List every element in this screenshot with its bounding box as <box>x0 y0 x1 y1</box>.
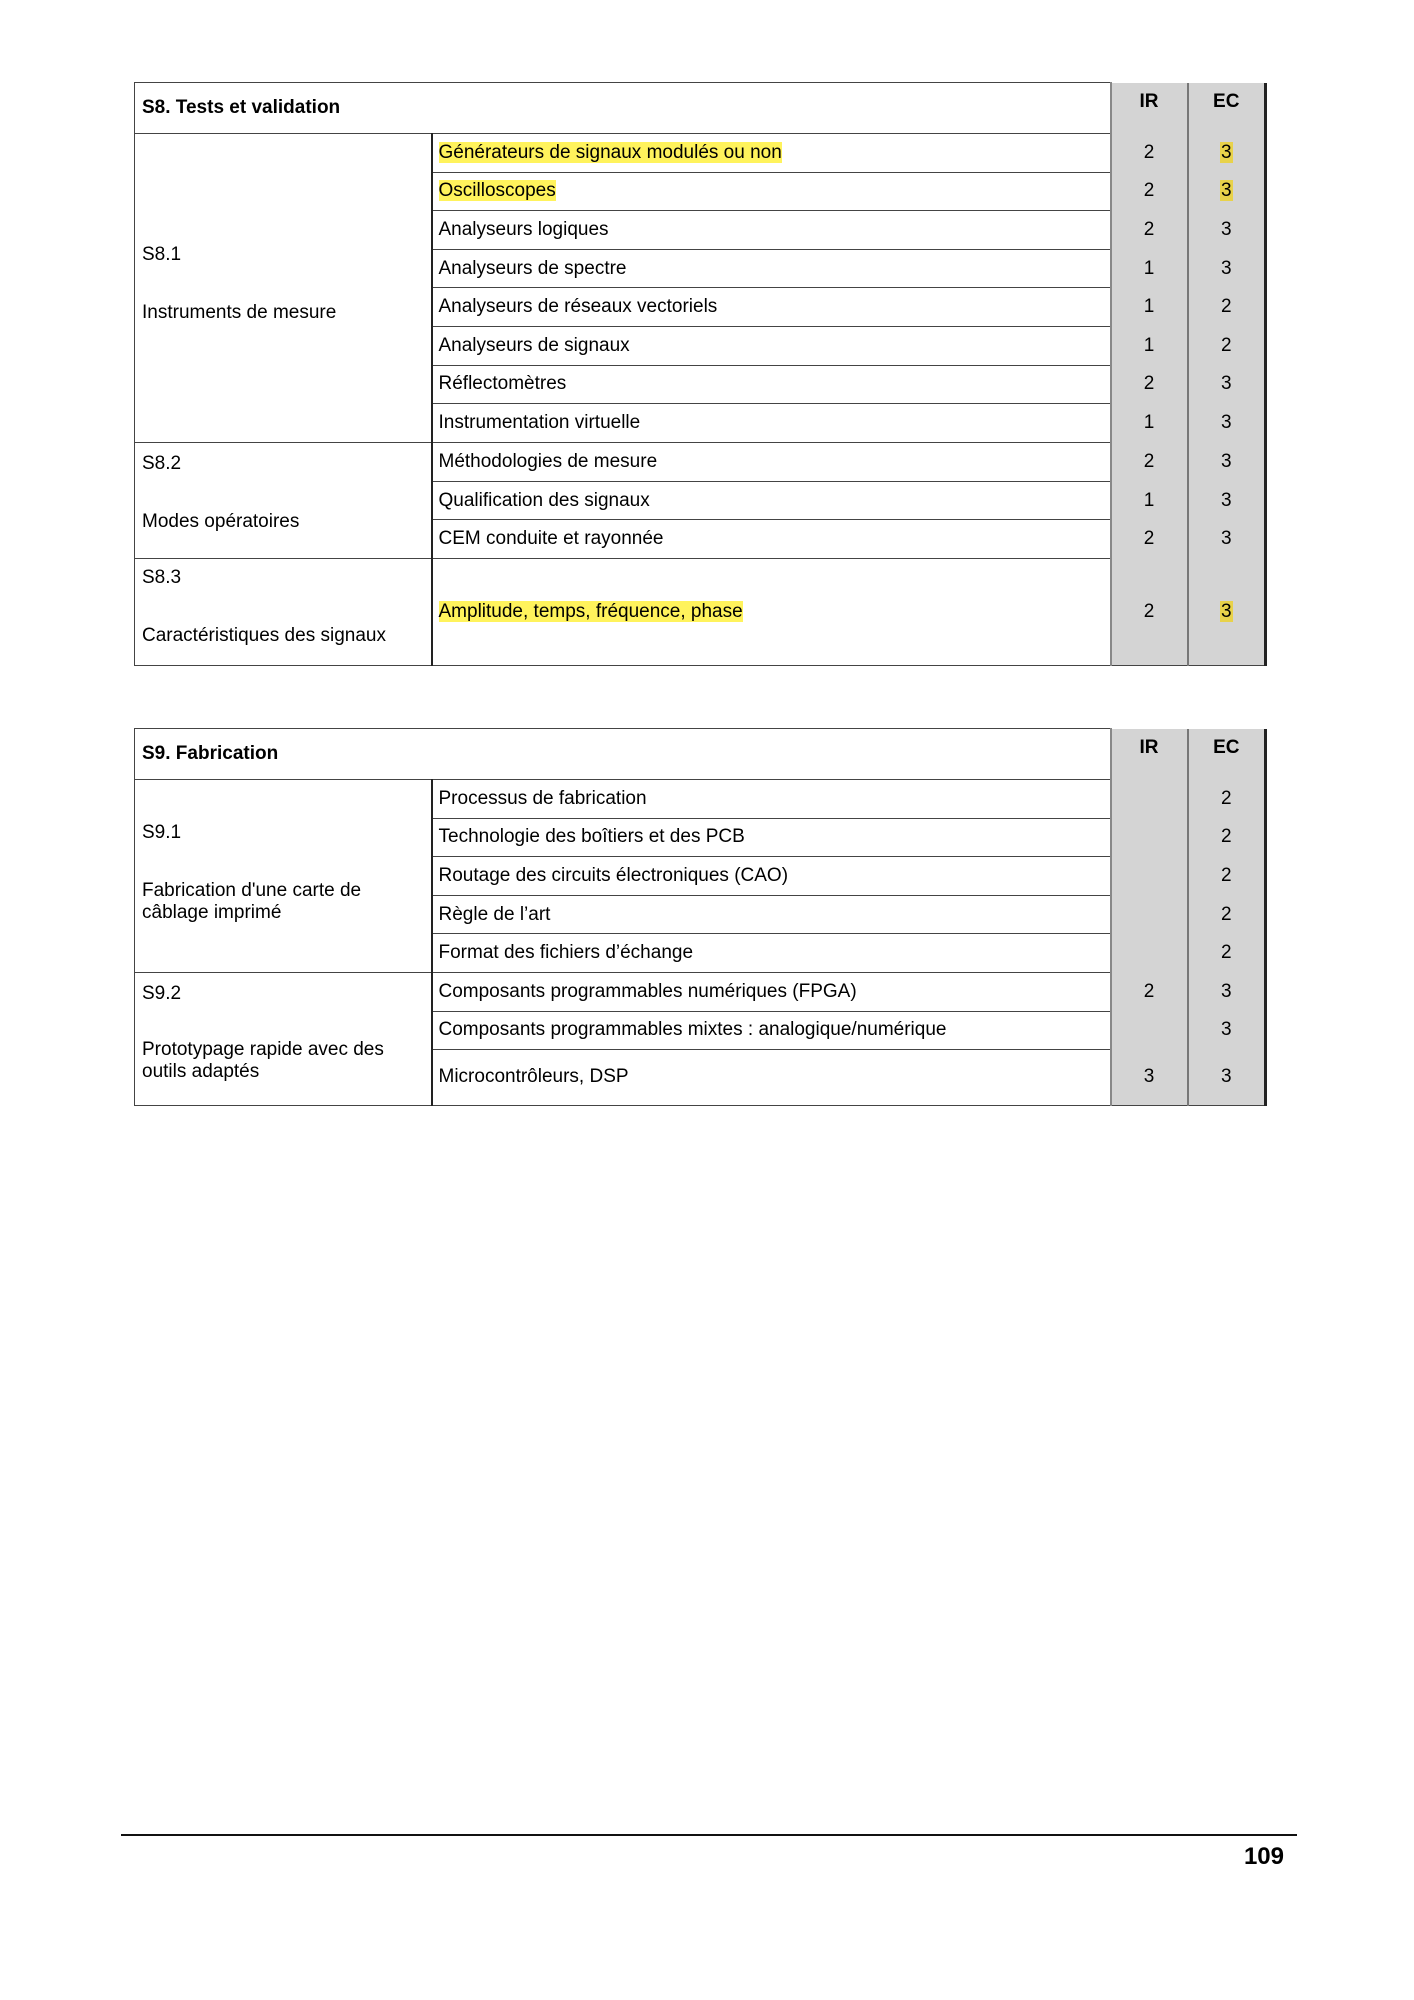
ec-value: 3 <box>1220 218 1232 240</box>
ec-value-cell <box>1188 558 1266 665</box>
competency-table <box>134 82 1267 666</box>
ec-value: 3 <box>1220 489 1232 511</box>
section-cell <box>135 134 432 443</box>
section-code: S9.1 <box>142 822 182 843</box>
ec-value: 3 <box>1220 141 1232 163</box>
table-row <box>135 442 1266 481</box>
table-row <box>135 134 1266 173</box>
ec-value: 3 <box>1220 600 1232 622</box>
section-label: Modes opératoires <box>142 510 300 532</box>
item-cell <box>432 288 1111 327</box>
item-label: Méthodologies de mesure <box>438 450 658 472</box>
ec-value-cell <box>1188 365 1266 404</box>
ec-value: 3 <box>1220 980 1232 1002</box>
section-cell <box>135 558 432 665</box>
item-cell <box>432 249 1111 288</box>
section-cell <box>135 442 432 558</box>
ec-value-cell <box>1188 818 1266 857</box>
section-code: S8.1 <box>142 244 182 265</box>
ir-value: 1 <box>1111 326 1188 365</box>
ir-value <box>1111 934 1188 973</box>
item-label: Format des fichiers d’échange <box>438 942 694 964</box>
item-cell <box>432 818 1111 857</box>
item-label: Réflectomètres <box>438 373 567 395</box>
ec-value: 3 <box>1220 373 1232 395</box>
column-header-ec: EC <box>1188 729 1266 780</box>
ir-value <box>1111 780 1188 819</box>
table-header-row <box>135 729 1266 780</box>
item-cell <box>432 442 1111 481</box>
ec-value: 2 <box>1220 826 1232 848</box>
ec-value-cell <box>1188 895 1266 934</box>
section-label: Fabrication d'une carte de câblage imprimé <box>142 880 362 923</box>
item-cell <box>432 558 1111 665</box>
section-code: S9.2 <box>142 982 182 1004</box>
ec-value: 2 <box>1220 903 1232 925</box>
table-row <box>135 972 1266 1011</box>
item-label: Routage des circuits électroniques (CAO) <box>438 864 789 886</box>
ec-value: 2 <box>1220 864 1232 886</box>
item-label: Analyseurs logiques <box>438 218 609 240</box>
item-cell <box>432 172 1111 211</box>
item-cell <box>432 520 1111 559</box>
ec-value: 3 <box>1220 1066 1232 1088</box>
item-cell <box>432 857 1111 896</box>
ec-value-cell <box>1188 520 1266 559</box>
item-label: Instrumentation virtuelle <box>438 411 641 433</box>
ir-value: 2 <box>1111 211 1188 250</box>
ir-value: 2 <box>1111 442 1188 481</box>
section-code: S8.3 <box>142 566 182 588</box>
table-title: S9. Fabrication <box>135 729 1111 780</box>
ec-value: 2 <box>1220 787 1232 809</box>
ec-value-cell <box>1188 481 1266 520</box>
ec-value-cell <box>1188 780 1266 819</box>
item-label: Analyseurs de spectre <box>438 257 627 279</box>
ec-value-cell <box>1188 326 1266 365</box>
item-label: Analyseurs de réseaux vectoriels <box>438 296 718 318</box>
ir-value: 2 <box>1111 172 1188 211</box>
ec-value-cell <box>1188 249 1266 288</box>
item-label: Technologie des boîtiers et des PCB <box>438 826 745 848</box>
item-label: Analyseurs de signaux <box>438 334 630 356</box>
ec-value-cell <box>1188 172 1266 211</box>
ir-value: 1 <box>1111 249 1188 288</box>
item-cell <box>432 481 1111 520</box>
item-cell <box>432 404 1111 443</box>
ec-value-cell <box>1188 211 1266 250</box>
section-code: S8.2 <box>142 452 182 474</box>
ir-value <box>1111 818 1188 857</box>
item-cell <box>432 365 1111 404</box>
item-cell <box>432 134 1111 173</box>
item-label: Règle de l’art <box>438 903 551 925</box>
ec-value-cell <box>1188 134 1266 173</box>
section-cell <box>135 780 432 973</box>
ir-value: 3 <box>1111 1049 1188 1105</box>
item-label: Amplitude, temps, fréquence, phase <box>438 600 743 622</box>
ir-value <box>1111 857 1188 896</box>
ir-value: 2 <box>1111 558 1188 665</box>
column-header-ec: EC <box>1188 83 1266 134</box>
ec-value: 2 <box>1220 334 1232 356</box>
column-header-ir: IR <box>1111 729 1188 780</box>
ir-value <box>1111 895 1188 934</box>
competency-table <box>134 728 1267 1106</box>
ir-value: 1 <box>1111 288 1188 327</box>
ec-value: 2 <box>1220 296 1232 318</box>
page-number: 109 <box>1243 1843 1284 1870</box>
ec-value: 3 <box>1220 257 1232 279</box>
table-row <box>135 558 1266 665</box>
section-label: Prototypage rapide avec des outils adaptés <box>142 1038 384 1082</box>
item-label: CEM conduite et rayonnée <box>438 528 664 549</box>
item-label: Qualification des signaux <box>438 489 650 511</box>
section-label: Caractéristiques des signaux <box>142 624 386 646</box>
item-cell <box>432 934 1111 973</box>
ec-value: 3 <box>1220 180 1232 202</box>
ir-value: 2 <box>1111 972 1188 1011</box>
ec-value: 3 <box>1220 450 1232 472</box>
ec-value-cell <box>1188 1011 1266 1049</box>
column-header-ir: IR <box>1111 83 1188 134</box>
table-row <box>135 780 1266 819</box>
item-cell <box>432 326 1111 365</box>
item-label: Processus de fabrication <box>438 787 647 809</box>
ir-value: 2 <box>1111 520 1188 559</box>
item-cell <box>432 895 1111 934</box>
ec-value: 3 <box>1220 411 1232 433</box>
ec-value-cell <box>1188 972 1266 1011</box>
item-label: Composants programmables mixtes : analogique/numérique <box>438 1019 947 1041</box>
ec-value-cell <box>1188 857 1266 896</box>
ec-value: 3 <box>1220 1019 1232 1041</box>
ec-value: 3 <box>1220 528 1232 549</box>
ec-value-cell <box>1188 404 1266 443</box>
item-cell <box>432 211 1111 250</box>
ec-value-cell <box>1188 288 1266 327</box>
ir-value: 1 <box>1111 481 1188 520</box>
ir-value <box>1111 1011 1188 1049</box>
item-cell <box>432 780 1111 819</box>
ec-value: 2 <box>1220 942 1232 964</box>
item-label: Composants programmables numériques (FPGA) <box>438 980 857 1002</box>
ec-value-cell <box>1188 442 1266 481</box>
ir-value: 2 <box>1111 134 1188 173</box>
item-label: Microcontrôleurs, DSP <box>438 1066 629 1088</box>
item-label: Oscilloscopes <box>438 180 556 202</box>
item-cell <box>432 1011 1111 1049</box>
ir-value: 1 <box>1111 404 1188 443</box>
ir-value: 2 <box>1111 365 1188 404</box>
section-label: Instruments de mesure <box>142 302 337 323</box>
table-header-row <box>135 83 1266 134</box>
item-label: Générateurs de signaux modulés ou non <box>438 141 782 163</box>
ec-value-cell <box>1188 934 1266 973</box>
table-title: S8. Tests et validation <box>135 83 1111 134</box>
footer-divider <box>121 1834 1297 1836</box>
item-cell <box>432 972 1111 1011</box>
section-cell <box>135 972 432 1105</box>
item-cell <box>432 1049 1111 1105</box>
ec-value-cell <box>1188 1049 1266 1105</box>
